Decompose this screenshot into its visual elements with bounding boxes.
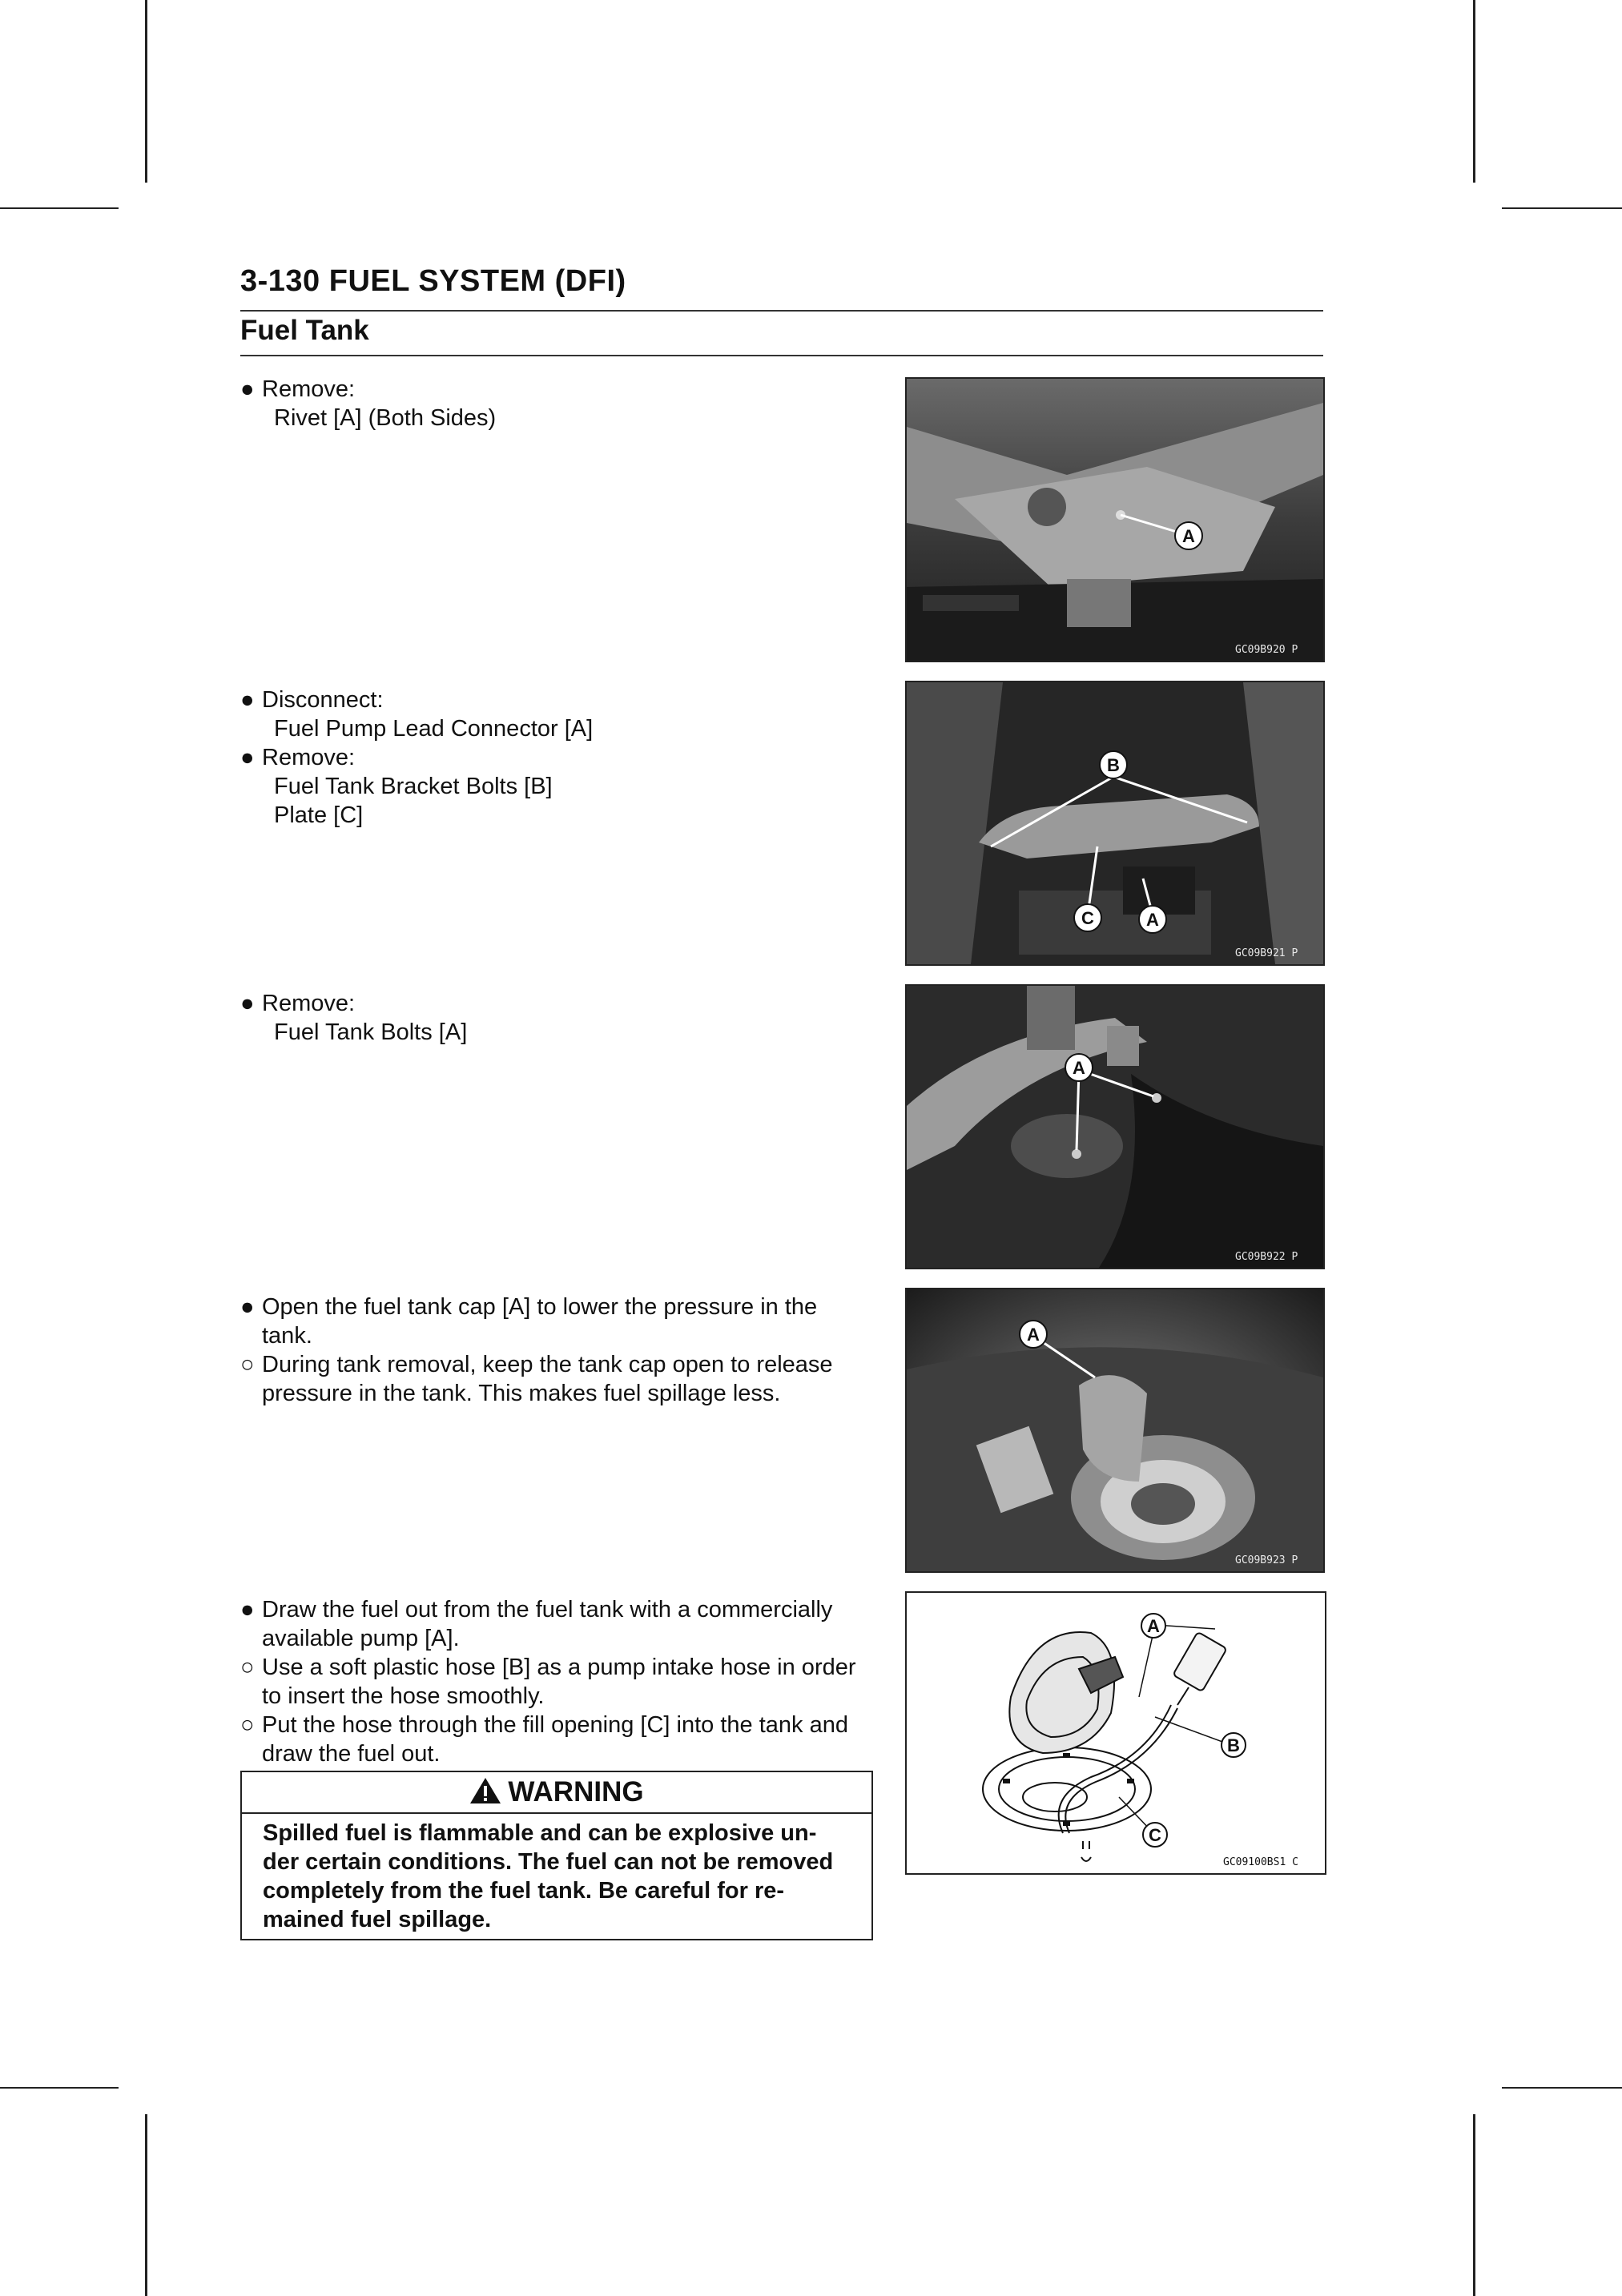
step-line: tank. bbox=[262, 1323, 312, 1349]
figure-bracket bbox=[905, 681, 1325, 966]
figure-code: GC09B923 P bbox=[1235, 1554, 1298, 1566]
warning-line: Spilled fuel is flammable and can be explosive un- bbox=[263, 1820, 817, 1846]
step-line: ○ During tank removal, keep the tank cap open to release bbox=[240, 1352, 833, 1377]
crop-mark bbox=[1502, 207, 1622, 209]
step-2-text bbox=[240, 686, 873, 830]
crop-mark bbox=[1473, 2114, 1475, 2296]
header-rule bbox=[240, 310, 1323, 312]
figure-code: GC09B921 P bbox=[1235, 947, 1298, 959]
figure-tank-bolts bbox=[905, 984, 1325, 1269]
step-line: to insert the hose smoothly. bbox=[262, 1683, 545, 1709]
callout-label: B bbox=[1107, 755, 1120, 775]
warning-text bbox=[242, 1814, 871, 1934]
crop-mark bbox=[1502, 2087, 1622, 2089]
crop-mark bbox=[0, 2087, 119, 2089]
callout-label: A bbox=[1147, 1616, 1160, 1636]
step-line: ● Remove: bbox=[240, 376, 356, 402]
step-line: Rivet [A] (Both Sides) bbox=[274, 405, 497, 431]
crop-mark bbox=[145, 0, 147, 183]
step-line: ○ Put the hose through the fill opening [C] into the tank and bbox=[240, 1712, 848, 1738]
warning-triangle-icon bbox=[469, 1777, 501, 1808]
step-line: ● Remove: bbox=[240, 745, 356, 770]
step-1-text bbox=[240, 375, 873, 432]
warning-title: WARNING bbox=[508, 1776, 644, 1807]
warning-line: mained fuel spillage. bbox=[263, 1907, 492, 1932]
callout-label: C bbox=[1081, 908, 1094, 928]
callout-label: A bbox=[1073, 1058, 1085, 1078]
figure-code: GC09B922 P bbox=[1235, 1251, 1298, 1263]
figure-rivet bbox=[905, 377, 1325, 662]
step-line: ● Open the fuel tank cap [A] to lower the pressure in the bbox=[240, 1294, 818, 1320]
section-title: Fuel Tank bbox=[240, 315, 369, 346]
warning-line: completely from the fuel tank. Be careful for re- bbox=[263, 1878, 785, 1904]
callout-label: A bbox=[1027, 1325, 1040, 1345]
crop-mark bbox=[145, 2114, 147, 2296]
warning-header bbox=[242, 1772, 871, 1814]
step-line: draw the fuel out. bbox=[262, 1741, 441, 1767]
step-line: ● Remove: bbox=[240, 991, 356, 1016]
crop-mark bbox=[1473, 0, 1475, 183]
step-line: Fuel Tank Bolts [A] bbox=[274, 1019, 468, 1045]
step-line: ● Disconnect: bbox=[240, 687, 384, 713]
figure-pump-diagram bbox=[905, 1591, 1326, 1875]
figure-tank-cap bbox=[905, 1288, 1325, 1573]
step-3-text bbox=[240, 989, 873, 1047]
step-line: Plate [C] bbox=[274, 802, 364, 828]
warning-box bbox=[240, 1771, 873, 1940]
step-line: Fuel Tank Bracket Bolts [B] bbox=[274, 774, 553, 799]
step-line: pressure in the tank. This makes fuel spillage less. bbox=[262, 1381, 781, 1406]
section-rule bbox=[240, 355, 1323, 356]
step-4-text bbox=[240, 1293, 873, 1408]
step-line: available pump [A]. bbox=[262, 1626, 460, 1651]
figure-code: GC09100BS1 C bbox=[1223, 1856, 1298, 1868]
step-line: Fuel Pump Lead Connector [A] bbox=[274, 716, 594, 742]
callout-label: A bbox=[1182, 526, 1195, 546]
crop-mark bbox=[0, 207, 119, 209]
step-line: ● Draw the fuel out from the fuel tank with a commercially bbox=[240, 1597, 833, 1622]
callout-label: C bbox=[1149, 1825, 1161, 1845]
callout-label: B bbox=[1227, 1735, 1240, 1755]
callout-label: A bbox=[1146, 910, 1159, 930]
step-5-text bbox=[240, 1595, 873, 1768]
page-title: 3-130 FUEL SYSTEM (DFI) bbox=[240, 264, 626, 298]
warning-line: der certain conditions. The fuel can not be removed bbox=[263, 1849, 834, 1875]
figure-code: GC09B920 P bbox=[1235, 644, 1298, 656]
step-line: ○ Use a soft plastic hose [B] as a pump intake hose in order bbox=[240, 1655, 856, 1680]
